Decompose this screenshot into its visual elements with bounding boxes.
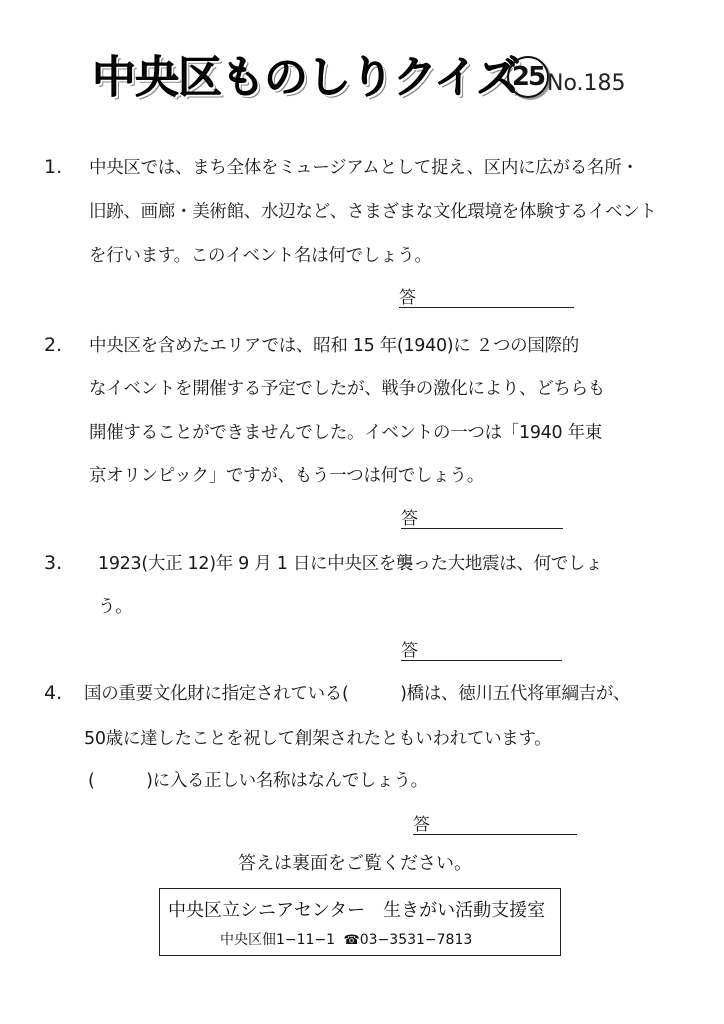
issue-number: No.185 [547,71,626,96]
question-text-line: 開催することができませんでした。イベントの一つは「1940 年東 [89,423,602,443]
question-text-line: なイベントを開催する予定でしたが、戦争の激化により、どちらも [89,379,605,399]
question-number: 3. [44,552,63,574]
question-text-line: 中央区を含めたエリアでは、昭和 15 年(1940)に ２つの国際的 [89,336,579,356]
organization-name: 中央区立シニアセンター 生きがい活動支援室 [168,900,546,921]
question-number: 4. [44,682,63,704]
answer-blank-line[interactable] [401,528,563,529]
series-number-badge: 25 [507,56,549,98]
question-text-line: 50歳に達したことを祝して創架されたともいわれています。 [84,729,552,749]
question-text-line: 1923(大正 12)年 9 月 1 日に中央区を襲った大地震は、何でしょ [98,554,603,574]
question-text-line: ( )に入る正しい名称はなんでしょう。 [88,771,428,791]
question-number: 1. [44,156,63,178]
answer-label: 答 [413,815,430,835]
question-text-line: 旧跡、画廊・美術館、水辺など、さまざまな文化環境を体験するイベント [89,202,657,222]
question-text-line: 京オリンピック」ですが、もう一つは何でしょう。 [89,466,484,486]
answer-label: 答 [399,288,416,308]
question-text-line: 国の重要文化財に指定されている( )橋は、徳川五代将軍綱吉が、 [84,684,631,704]
phone-icon: ☎ [343,933,360,948]
question-text-line: 中央区では、まち全体をミュージアムとして捉え、区内に広がる名所・ [89,158,639,178]
answer-blank-line[interactable] [399,307,574,308]
answer-label: 答 [401,509,418,529]
answer-blank-line[interactable] [401,660,562,661]
answer-label: 答 [401,641,418,661]
phone-number: 03−3531−7813 [359,932,473,948]
question-number: 2. [44,334,63,356]
question-text-line: う。 [98,597,133,617]
answer-note: 答えは裏面をご覧ください。 [238,853,472,874]
answer-blank-line[interactable] [413,834,577,835]
question-text-line: を行います。このイベント名は何でしょう。 [89,246,432,266]
contact-info-box [159,888,561,956]
page-title: 中央区ものしりクイズ [92,52,520,103]
contact-line [220,931,472,950]
address: 中央区佃1−11−1 [220,932,336,948]
